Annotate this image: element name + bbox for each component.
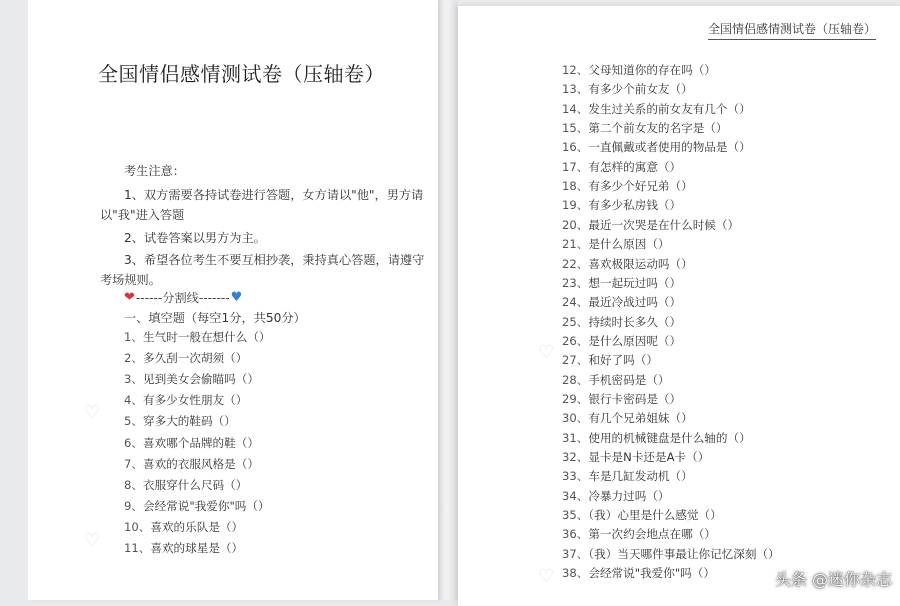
notice-heading: 考生注意：	[124, 164, 185, 178]
question-text: 有多少女性朋友（）	[142, 393, 248, 408]
question-item	[562, 449, 709, 465]
question-text: 喜欢极限运动吗（）	[588, 256, 693, 271]
question-text: 喜欢的乐队是（）	[150, 519, 244, 534]
question-number: 32、	[562, 450, 589, 464]
question-item	[562, 372, 670, 388]
question-text: 银行卡密码是（）	[588, 391, 682, 406]
question-item	[562, 159, 681, 175]
watermark-heart-icon: ♡	[84, 530, 101, 551]
question-text: 穿多大的鞋码（）	[142, 414, 236, 429]
question-item	[562, 410, 693, 426]
question-text: 有多少私房钱（）	[588, 198, 682, 213]
question-item	[562, 217, 739, 233]
question-item	[124, 477, 247, 493]
question-item	[562, 526, 716, 542]
question-text: （我）心里是什么感觉（）	[588, 508, 722, 523]
question-item	[124, 371, 259, 387]
question-number: 25、	[562, 314, 589, 329]
question-number: 21、	[562, 237, 589, 252]
question-text: 喜欢的球星是（）	[150, 541, 244, 555]
question-number: 10、	[124, 519, 151, 534]
question-text: 有多少个好兄弟（）	[588, 179, 693, 194]
divider-text: ------分割线-------	[135, 291, 230, 305]
question-number: 24、	[562, 295, 589, 310]
question-number: 36、	[562, 527, 589, 542]
question-text: 会经常说"我爱你"吗（）	[142, 498, 270, 513]
question-text: 想一起玩过吗（）	[588, 275, 682, 290]
divider-row	[124, 289, 242, 306]
question-text: 冷暴力过吗（）	[588, 488, 670, 503]
question-item	[562, 565, 715, 581]
question-item	[124, 350, 247, 366]
question-item	[562, 178, 693, 194]
question-number: 22、	[562, 256, 589, 271]
question-item	[562, 468, 693, 484]
question-number: 31、	[562, 430, 589, 445]
question-number: 17、	[562, 159, 589, 174]
question-item	[562, 294, 681, 310]
question-text: 喜欢哪个品牌的鞋（）	[142, 435, 259, 450]
question-number: 19、	[562, 198, 589, 213]
document-title: 全国情侣感情测试卷（压轴卷）	[98, 62, 385, 86]
question-item	[562, 101, 751, 117]
question-text: 车是几缸发动机（）	[588, 469, 693, 484]
question-number: 12、	[562, 63, 589, 77]
question-item	[124, 519, 243, 535]
question-number: 38、	[562, 566, 589, 581]
question-number: 5、	[124, 414, 143, 429]
question-text: 一直佩戴或者使用的物品是（）	[588, 140, 751, 155]
question-item	[124, 498, 270, 514]
question-number: 6、	[124, 435, 143, 450]
left-page	[28, 0, 438, 600]
question-item	[124, 392, 247, 408]
question-text: 会经常说"我爱你"吗（）	[588, 566, 715, 581]
question-text: 和好了吗（）	[588, 353, 658, 368]
running-header: 全国情侣感情测试卷（压轴卷）	[708, 20, 876, 40]
blue-heart-icon: ♥	[230, 290, 243, 305]
question-text: 持续时长多久（）	[588, 314, 682, 329]
question-number: 8、	[124, 477, 143, 492]
question-number: 26、	[562, 333, 589, 348]
red-heart-icon: ❤	[124, 290, 135, 305]
question-text: 喜欢的衣服风格是（）	[142, 456, 259, 471]
question-text: 是什么原因呢（）	[588, 333, 682, 348]
question-item	[124, 435, 259, 451]
question-text: 第二个前女友的名字是（）	[588, 121, 728, 136]
question-text: 是什么原因（）	[588, 237, 670, 252]
question-number: 13、	[562, 82, 589, 97]
question-text: 多久刮一次胡须（）	[142, 351, 248, 366]
question-number: 14、	[562, 101, 589, 116]
question-text: 显卡是N卡还是A卡（）	[588, 450, 710, 464]
question-text: 使用的机械键盘是什么轴的（）	[588, 430, 751, 445]
question-item	[562, 236, 670, 252]
watermark-heart-icon: ♡	[538, 566, 555, 587]
question-item	[124, 540, 243, 556]
question-text: 衣服穿什么尺码（）	[142, 477, 248, 492]
source-badge: 头条 @迷你杂志	[774, 570, 892, 589]
question-item	[562, 197, 681, 213]
question-item	[562, 81, 693, 97]
question-text: 第一次约会地点在哪（）	[588, 527, 716, 542]
question-number: 4、	[124, 393, 143, 408]
question-number: 37、	[562, 546, 589, 561]
question-text: 有几个兄弟姐妹（）	[588, 411, 693, 426]
question-number: 34、	[562, 488, 589, 503]
page-gutter	[438, 0, 458, 600]
question-text: 见到美女会偷瞄吗（）	[142, 372, 259, 387]
watermark-heart-icon: ♡	[538, 342, 555, 363]
question-number: 28、	[562, 372, 589, 387]
question-item	[124, 456, 259, 472]
right-page	[458, 6, 900, 606]
question-number: 23、	[562, 275, 589, 290]
question-number: 3、	[124, 372, 143, 387]
question-text: 生气时一般在想什么（）	[142, 330, 271, 344]
question-text: 有怎样的寓意（）	[588, 159, 682, 174]
question-text: 父母知道你的存在吗（）	[588, 63, 716, 77]
question-number: 11、	[124, 541, 151, 555]
question-text: 有多少个前女友（）	[588, 82, 693, 97]
notice-item-2: 2、试卷答案以男方为主。	[124, 231, 266, 245]
question-number: 33、	[562, 469, 589, 484]
question-item	[562, 275, 681, 291]
question-item	[562, 546, 780, 562]
question-number: 7、	[124, 456, 143, 471]
question-number: 1、	[124, 330, 143, 344]
question-item	[562, 507, 722, 523]
question-number: 35、	[562, 508, 589, 523]
section-heading: 一、填空题（每空1分，共50分）	[124, 311, 306, 325]
notice-item-1-cont: 以"我"进入答题	[100, 208, 185, 222]
notice-item-3: 3、希望各位考生不要互相抄袭，秉持真心答题，请遵守	[124, 253, 425, 267]
question-item	[562, 488, 670, 504]
question-number: 27、	[562, 353, 589, 368]
watermark-heart-icon: ♡	[84, 402, 101, 423]
question-number: 18、	[562, 179, 589, 194]
question-item	[562, 314, 681, 330]
question-number: 29、	[562, 391, 589, 406]
question-item	[562, 62, 716, 78]
question-number: 15、	[562, 121, 589, 136]
question-item	[562, 120, 728, 136]
notice-item-3-cont: 考场规则。	[100, 273, 161, 287]
question-number: 20、	[562, 217, 589, 232]
question-number: 16、	[562, 140, 589, 155]
question-item	[562, 430, 751, 446]
question-item	[562, 391, 681, 407]
question-number: 2、	[124, 351, 143, 366]
question-text: 最近冷战过吗（）	[588, 295, 682, 310]
question-item	[562, 139, 751, 155]
question-number: 30、	[562, 411, 589, 426]
question-number: 9、	[124, 498, 143, 513]
question-text: 发生过关系的前女友有几个（）	[588, 101, 751, 116]
question-item	[124, 413, 236, 429]
question-text: （我）当天哪件事最让你记忆深刻（）	[588, 546, 780, 561]
question-item	[562, 256, 693, 272]
question-text: 最近一次哭是在什么时候（）	[588, 217, 740, 232]
notice-item-1: 1、双方需要各持试卷进行答题，女方请以"他"，男方请	[124, 188, 424, 202]
question-item	[124, 329, 271, 345]
question-item	[562, 352, 658, 368]
question-text: 手机密码是（）	[588, 372, 670, 387]
question-item	[562, 333, 681, 349]
